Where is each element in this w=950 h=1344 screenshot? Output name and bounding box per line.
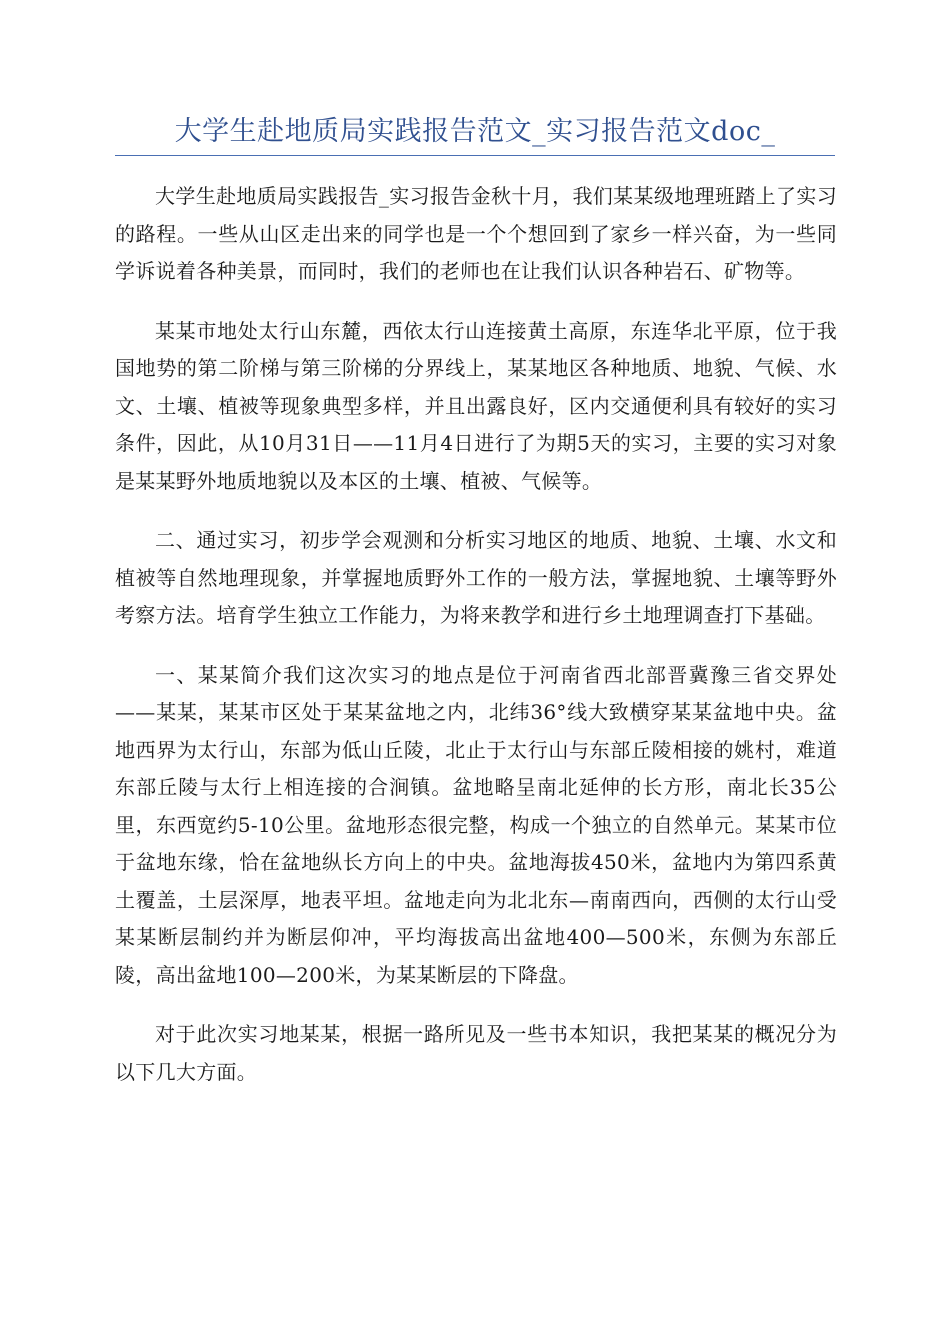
paragraph-summary: 对于此次实习地某某，根据一路所见及一些书本知识，我把某某的概况分为以下几大方面。 [115, 1022, 837, 1084]
document-title: 大学生赴地质局实践报告范文_实习报告范文doc_ [174, 116, 776, 147]
title-block [115, 112, 835, 156]
paragraph-purpose: 二、通过实习，初步学会观测和分析实习地区的地质、地貌、土壤、水文和植被等自然地理现象，并掌握地质野外工作的一般方法，掌握地貌、土壤等野外考察方法。培育学生独立工作能力，为将来教学和进行乡土地理调查打下基础。 [115, 528, 837, 627]
paragraph-overview: 一、某某简介我们这次实习的地点是位于河南省西北部晋冀豫三省交界处——某某，某某市区处于某某盆地之内，北纬36°线大致横穿某某盆地中央。盆地西界为太行山，东部为低山丘陵，北止于太行山与东部丘陵相接的姚村，难道东部丘陵与太行上相连接的合涧镇。盆地略呈南北延伸的长方形，南北长35公里，东西宽约5-10公里。盆地形态很完整，构成一个独立的自然单元。某某市位于盆地东缘，恰在盆地纵长方向上的中央。盆地海拔450米，盆地内为第四系黄土覆盖，土层深厚，地表平坦。盆地走向为北北东—南南西向，西侧的太行山受某某断层制约并为断层仰冲，平均海拔高出盆地400—500米，东侧为东部丘陵，高出盆地100—200米，为某某断层的下降盘。 [115, 662, 837, 987]
paragraph-intro: 大学生赴地质局实践报告_实习报告金秋十月，我们某某级地理班踏上了实习的路程。一些从山区走出来的同学也是一个个想回到了家乡一样兴奋，为一些同学诉说着各种美景，而同时，我们的老师也在让我们认识各种岩石、矿物等。 [115, 184, 837, 283]
document-body [115, 178, 837, 1113]
paragraph-location: 某某市地处太行山东麓，西依太行山连接黄土高原，东连华北平原，位于我国地势的第二阶梯与第三阶梯的分界线上，某某地区各种地质、地貌、气候、水文、土壤、植被等现象典型多样，并且出露良好，区内交通便利具有较好的实习条件，因此，从10月31日——11月4日进行了为期5天的实习，主要的实习对象是某某野外地质地貌以及本区的土壤、植被、气候等。 [115, 318, 837, 493]
